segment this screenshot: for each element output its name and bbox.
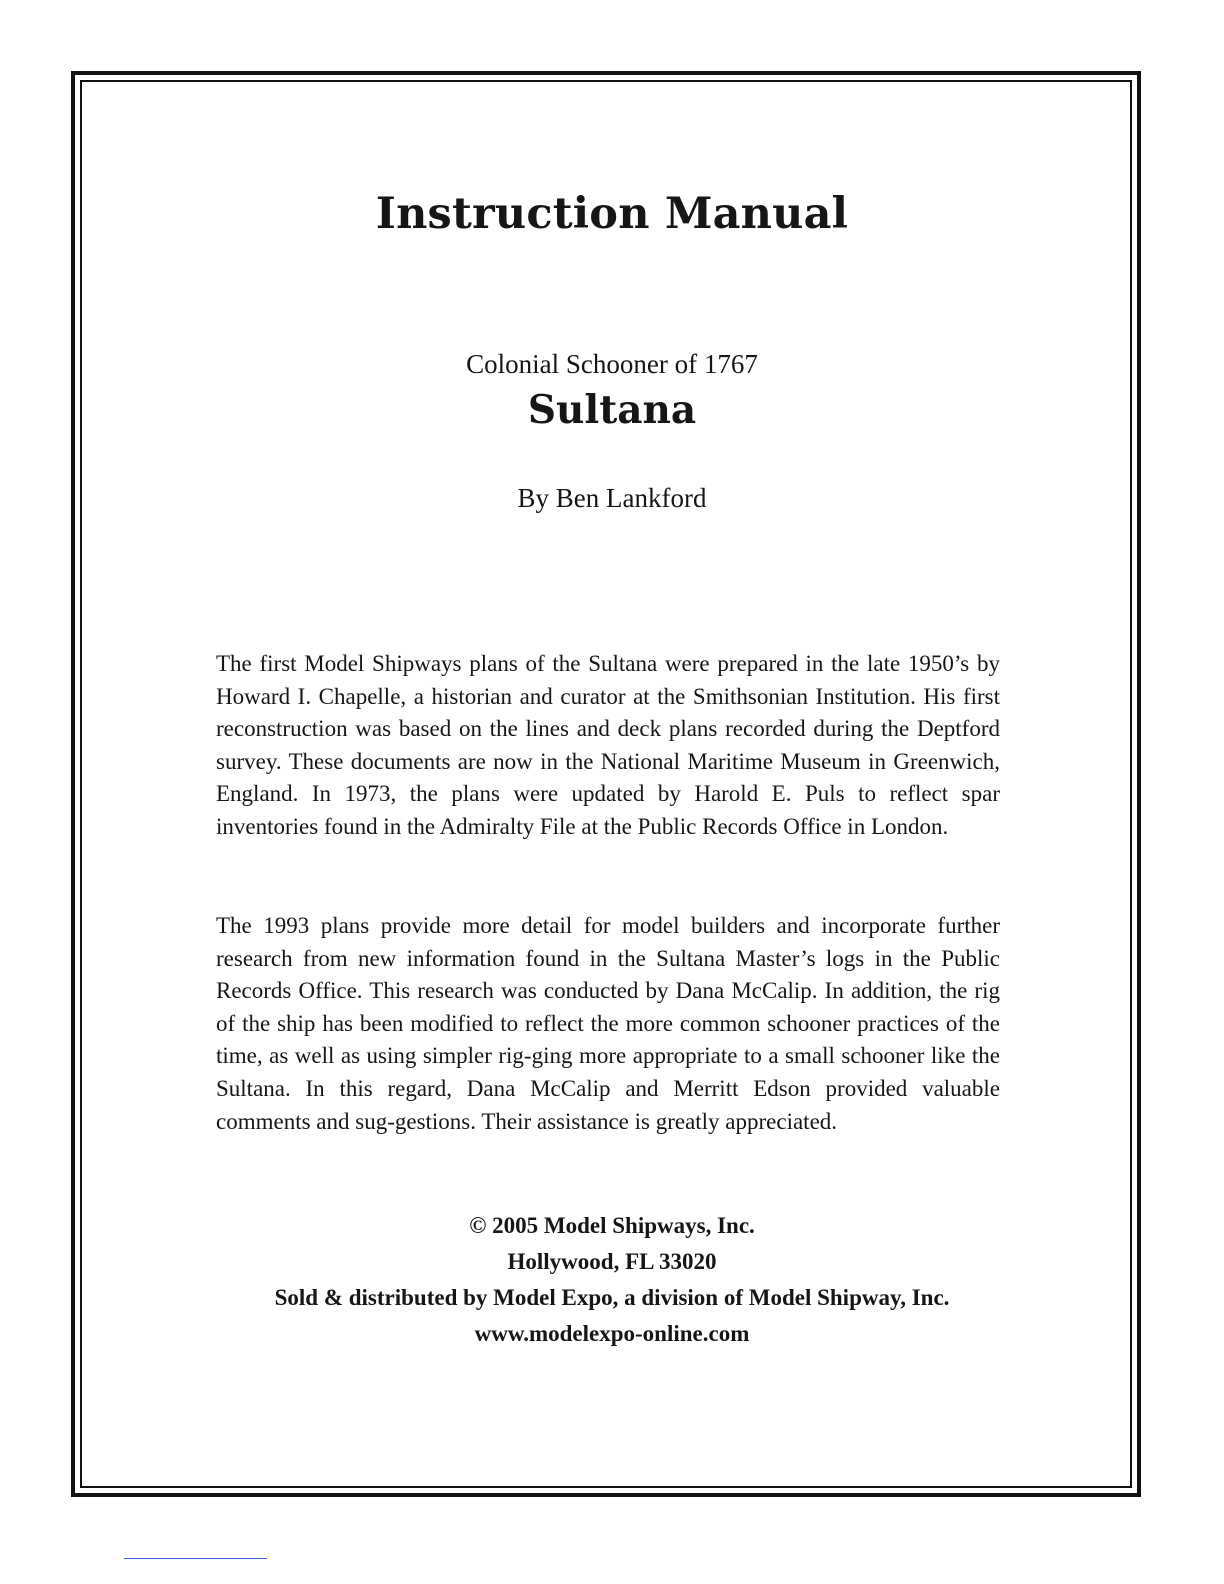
ship-subtitle: Colonial Schooner of 1767 [466, 349, 758, 379]
address-line: Hollywood, FL 33020 [507, 1249, 717, 1274]
intro-paragraph-1: The first Model Shipways plans of the Sultana were prepared in the late 1950’s by Howard I. Chapelle, a historian and curator at the Smithsonian Institution. His first reconstruction was based on the lines and deck plans recorded during the Deptford survey. These documents are now in the National Maritime Museum in Greenwich, England. In 1973, the plans were updated by Harold E. Puls to reflect spar inventories found in the Admiralty File at the Public Records Office in London. [216, 651, 1000, 839]
copyright-line: © 2005 Model Shipways, Inc. [469, 1213, 755, 1238]
ship-name: Sultana [527, 387, 697, 433]
page-title: Instruction Manual [375, 189, 849, 239]
intro-paragraph-2: The 1993 plans provide more detail for model builders and incorporate further research from new information found in the Sultana Master’s logs in the Public Records Office. This research was conducted by Dana McCalip. In addition, the rig of the ship has been modified to reflect the more common schooner practices of the time, as well as using simpler rig-ging more appropriate to a small schooner like the Sultana. In this regard, Dana McCalip and Merritt Edson provided valuable comments and sug-gestions. Their assistance is greatly appreciated. [216, 913, 1000, 1134]
footnote-rule [124, 1558, 267, 1559]
author-line: By Ben Lankford [517, 483, 707, 513]
distributor-line: Sold & distributed by Model Expo, a division of Model Shipway, Inc. [274, 1285, 950, 1310]
publisher-footer [0, 1208, 1224, 1352]
website-link[interactable]: www.modelexpo-online.com [474, 1321, 750, 1346]
